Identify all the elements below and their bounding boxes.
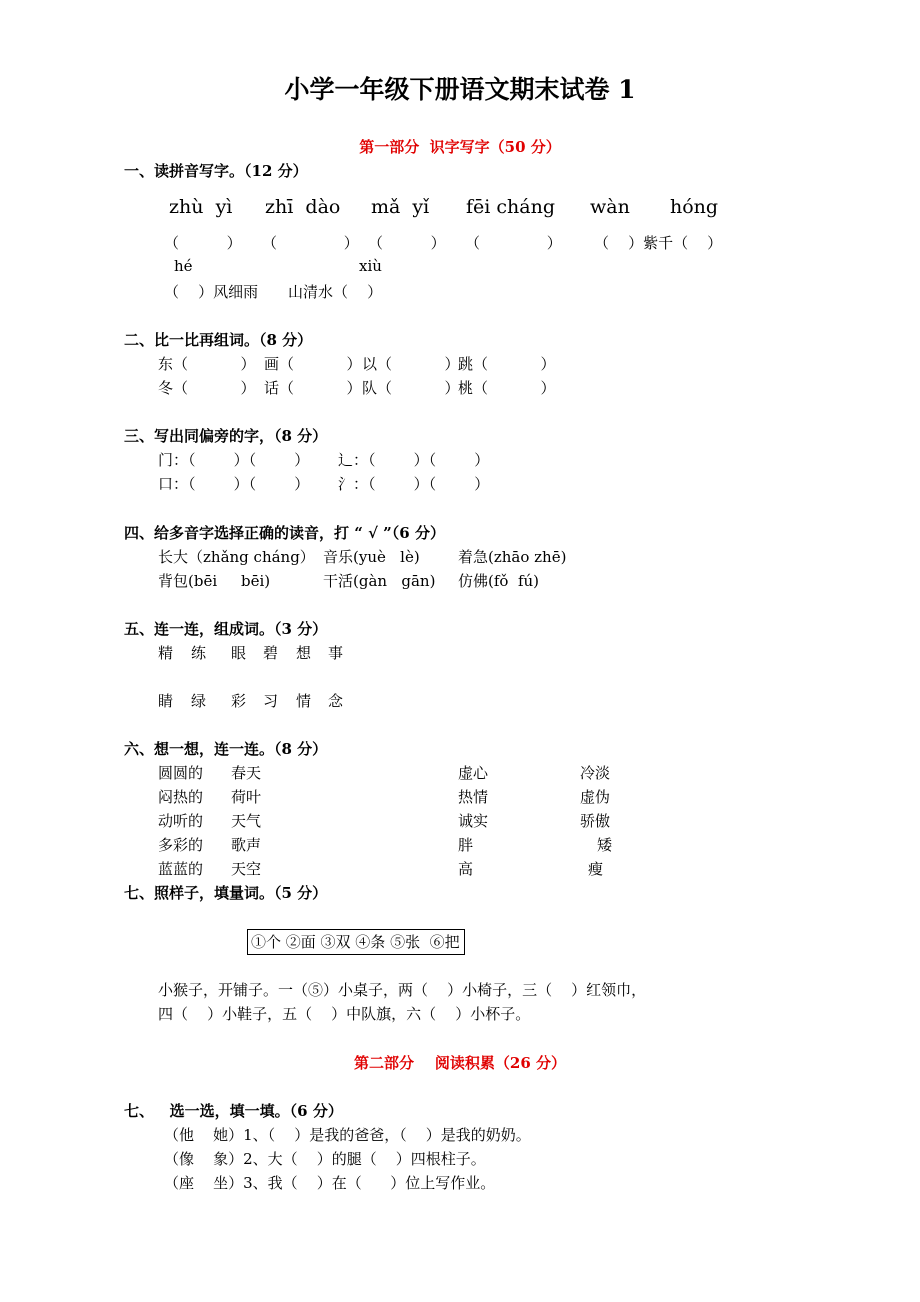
adj-2[interactable]: 闷热的 [158,788,204,806]
section-4-heading: 四、给多音字选择正确的读音，打 “ √ ”（6 分） [124,524,445,542]
blank-2[interactable]: （ ） [262,234,359,252]
pinyin-6: hóng [670,196,719,218]
word-row1-1[interactable]: 东（ ） [158,355,256,373]
idiom-1[interactable]: （ ）风细雨 [164,283,259,301]
radical-men[interactable]: 门：（ ）（ ） [158,451,310,469]
antonym-left-2[interactable]: 热情 [458,788,489,806]
polyphone-6[interactable]: 仿佛(fǒ fú) [458,572,540,590]
radical-kou[interactable]: 口：（ ）（ ） [158,475,310,493]
char-bottom-6[interactable]: 念 [328,692,344,710]
antonym-left-3[interactable]: 诚实 [458,812,489,830]
word-row2-1[interactable]: 冬（ ） [158,379,256,397]
blank-3[interactable]: （ ） [368,234,446,252]
adj-5[interactable]: 蓝蓝的 [158,860,204,878]
radical-chuo[interactable]: 辶：（ ）（ ） [338,451,490,469]
char-top-2[interactable]: 练 [191,644,207,662]
noun-3[interactable]: 天气 [231,812,262,830]
pinyin-5: wàn [590,196,630,218]
char-bottom-5[interactable]: 情 [296,692,312,710]
noun-5[interactable]: 天空 [231,860,262,878]
page-title: 小学一年级下册语文期末试卷 1 [284,75,636,104]
antonym-right-3[interactable]: 骄傲 [580,812,611,830]
blank-4[interactable]: （ ） [465,234,562,252]
section-3-heading: 三、写出同偏旁的字，（8 分） [124,427,328,445]
antonym-left-5[interactable]: 高 [458,860,474,878]
pinyin-3: mǎ yǐ [371,196,430,218]
word-row2-3[interactable]: 队（ ） [362,379,460,397]
word-row2-4[interactable]: 桃（ ） [458,379,556,397]
char-top-1[interactable]: 精 [158,644,174,662]
measure-word-options: ①个 ②面 ③双 ④条 ⑤张 ⑥把 [247,929,465,955]
section-5-heading: 五、连一连，组成词。（3 分） [124,620,328,638]
antonym-left-1[interactable]: 虚心 [458,764,489,782]
measure-line-2[interactable]: 四（ ）小鞋子，五（ ）中队旗，六（ ）小杯子。 [158,1005,531,1023]
char-bottom-4[interactable]: 习 [263,692,279,710]
noun-4[interactable]: 歌声 [231,836,262,854]
noun-1[interactable]: 春天 [231,764,262,782]
word-row1-4[interactable]: 跳（ ） [458,355,556,373]
blank-1[interactable]: （ ） [164,234,242,252]
polyphone-1[interactable]: 长大（zhǎng cháng） [158,548,315,566]
choose-line-1[interactable]: （他 她）1、（ ）是我的爸爸，（ ）是我的奶奶。 [164,1126,531,1144]
char-bottom-3[interactable]: 彩 [231,692,247,710]
char-bottom-2[interactable]: 绿 [191,692,207,710]
char-top-4[interactable]: 碧 [263,644,279,662]
word-row2-2[interactable]: 话（ ） [264,379,362,397]
blank-5[interactable]: （ ）紫千（ ） [594,234,723,252]
antonym-right-4[interactable]: 矮 [597,836,613,854]
antonym-right-1[interactable]: 冷淡 [580,764,611,782]
section-6-heading: 六、想一想，连一连。（8 分） [124,740,328,758]
section-7-heading: 七、照样子，填量词。（5 分） [124,884,328,902]
adj-4[interactable]: 多彩的 [158,836,204,854]
section-2-heading: 二、比一比再组词。（8 分） [124,331,313,349]
adj-3[interactable]: 动听的 [158,812,204,830]
section-1-heading: 一、读拼音写字。（12 分） [124,162,308,180]
radical-shui[interactable]: 氵：（ ）（ ） [338,475,490,493]
part-one-heading: 第一部分 识字写字（50 分） [359,138,561,156]
char-top-6[interactable]: 事 [328,644,344,662]
idiom-2[interactable]: 山清水（ ） [288,283,383,301]
antonym-left-4[interactable]: 胖 [458,836,474,854]
polyphone-4[interactable]: 背包(bēi bēi) [158,572,271,590]
choose-line-3[interactable]: （座 坐）3、我（ ）在（ ）位上写作业。 [164,1174,496,1192]
antonym-right-5[interactable]: 瘦 [588,860,604,878]
choose-line-2[interactable]: （像 象）2、大（ ）的腿（ ）四根柱子。 [164,1150,486,1168]
char-bottom-1[interactable]: 睛 [158,692,174,710]
pinyin-4: fēi cháng [466,196,555,218]
polyphone-3[interactable]: 着急(zhāo zhē) [458,548,567,566]
section-8-heading: 七、 选一选，填一填。（6 分） [124,1102,343,1120]
polyphone-2[interactable]: 音乐(yuè lè) [323,548,420,566]
pinyin-2: zhī dào [265,196,341,218]
noun-2[interactable]: 荷叶 [231,788,262,806]
part-two-heading: 第二部分 阅读积累（26 分） [354,1054,566,1072]
char-top-3[interactable]: 眼 [231,644,247,662]
pinyin-he: hé [174,257,193,275]
antonym-right-2[interactable]: 虚伪 [580,788,611,806]
adj-1[interactable]: 圆圆的 [158,764,204,782]
char-top-5[interactable]: 想 [296,644,312,662]
measure-line-1[interactable]: 小猴子，开铺子。一（⑤）小桌子，两（ ）小椅子，三（ ）红领巾， [158,981,647,999]
polyphone-5[interactable]: 干活(gàn gān) [323,572,436,590]
pinyin-xiu: xiù [359,257,382,275]
word-row1-2[interactable]: 画（ ） [264,355,362,373]
pinyin-1: zhù yì [169,196,233,218]
word-row1-3[interactable]: 以（ ） [362,355,460,373]
